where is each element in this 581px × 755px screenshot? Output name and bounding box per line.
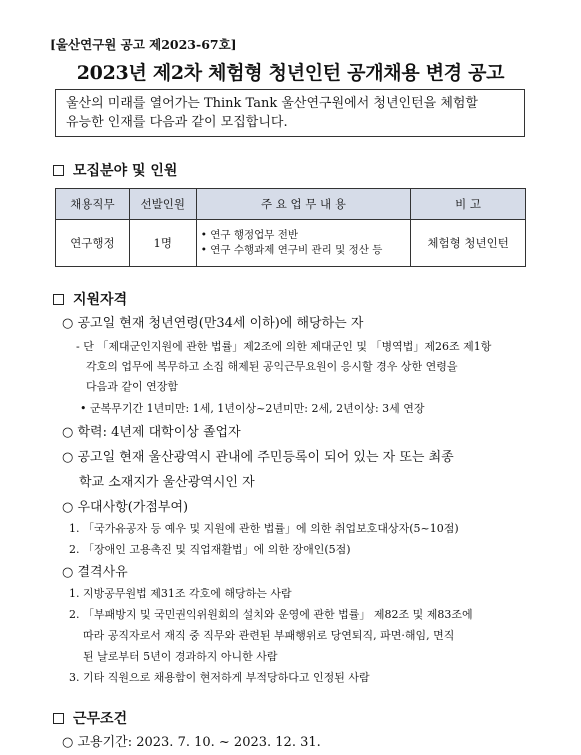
duty-item: • 연구 수행과제 연구비 관리 및 정산 등 [200,244,383,256]
cell-note: 체험형 청년인턴 [411,220,526,267]
intro-line: 울산의 미래를 열어가는 Think Tank 울산연구원에서 청년인턴을 체험할 [66,96,478,111]
square-bullet-icon [53,713,64,724]
header-count: 선발인원 [129,189,196,220]
square-bullet-icon [53,294,64,305]
section-title: 모집분야 및 인원 [73,163,178,179]
qualification-line: 1. 「국가유공자 등 예우 및 지원에 관한 법률」에 의한 취업보호대상자(5~10점) [69,522,459,535]
square-bullet-icon [53,165,64,176]
qualification-line: 학교 소재지가 울산광역시인 자 [79,475,255,490]
table-header-row [56,189,526,220]
qualification-line: 3. 기타 직원으로 채용함이 현저하게 부적당하다고 인정된 사람 [69,671,370,684]
section-title: 근무조건 [73,711,128,727]
section-conditions [53,708,127,728]
section-title: 지원자격 [73,292,128,308]
qualification-line: 각호의 업무에 복무하고 소집 해제된 공익근무요원이 응시할 경우 상한 연령을 [86,360,458,373]
section-recruit [53,160,177,180]
qualification-line: • 군복무기간 1년미만: 1세, 1년이상~2년미만: 2세, 2년이상: 3세 연장 [80,402,425,415]
header-duties: 주 요 업 무 내 용 [196,189,411,220]
cell-job: 연구행정 [56,220,130,267]
qualification-line: ○ 학력: 4년제 대학이상 졸업자 [62,425,241,440]
notice-number: [울산연구원 공고 제2023-67호] [50,37,237,52]
qualification-line: 2. 「장애인 고용촉진 및 직업재활법」에 의한 장애인(5점) [69,543,351,556]
header-job: 채용직무 [56,189,130,220]
header-note: 비 고 [411,189,526,220]
qualification-line: 2. 「부패방지 및 국민권익위원회의 설치와 운영에 관한 법률」 제82조 및 제83조에 [69,608,473,621]
qualification-line: - 단 「제대군인지원에 관한 법률」제2조에 의한 제대군인 및 「병역법」제26조 제1항 [76,340,492,353]
cell-duties [196,220,411,267]
qualification-line: 된 날로부터 5년이 경과하지 아니한 사람 [83,650,278,663]
table-row [56,220,526,267]
qualification-line: 1. 지방공무원법 제31조 각호에 해당하는 사람 [69,587,292,600]
duty-item: • 연구 행정업무 전반 [200,229,299,241]
recruit-table [55,188,526,267]
intro-line: 유능한 인재를 다음과 같이 모집합니다. [66,115,288,130]
intro-box [55,89,525,137]
section-qualification [53,289,127,309]
qualification-line: ○ 공고일 현재 울산광역시 관내에 주민등록이 되어 있는 자 또는 최종 [62,450,454,465]
page-title: 2023년 제2차 체험형 청년인턴 공개채용 변경 공고 [76,62,505,84]
qualification-line: ○ 공고일 현재 청년연령(만34세 이하)에 해당하는 자 [62,316,364,331]
qualification-line: 따라 공직자로서 재직 중 직무와 관련된 부패행위로 당연퇴직, 파면·해임, 면직 [83,629,455,642]
cell-count: 1명 [129,220,196,267]
employment-period: ○ 고용기간: 2023. 7. 10. ~ 2023. 12. 31. [62,735,321,750]
qualification-line: ○ 우대사항(가점부여) [62,500,189,515]
qualification-line: ○ 결격사유 [62,565,128,580]
qualification-line: 다음과 같이 연장함 [86,380,179,393]
